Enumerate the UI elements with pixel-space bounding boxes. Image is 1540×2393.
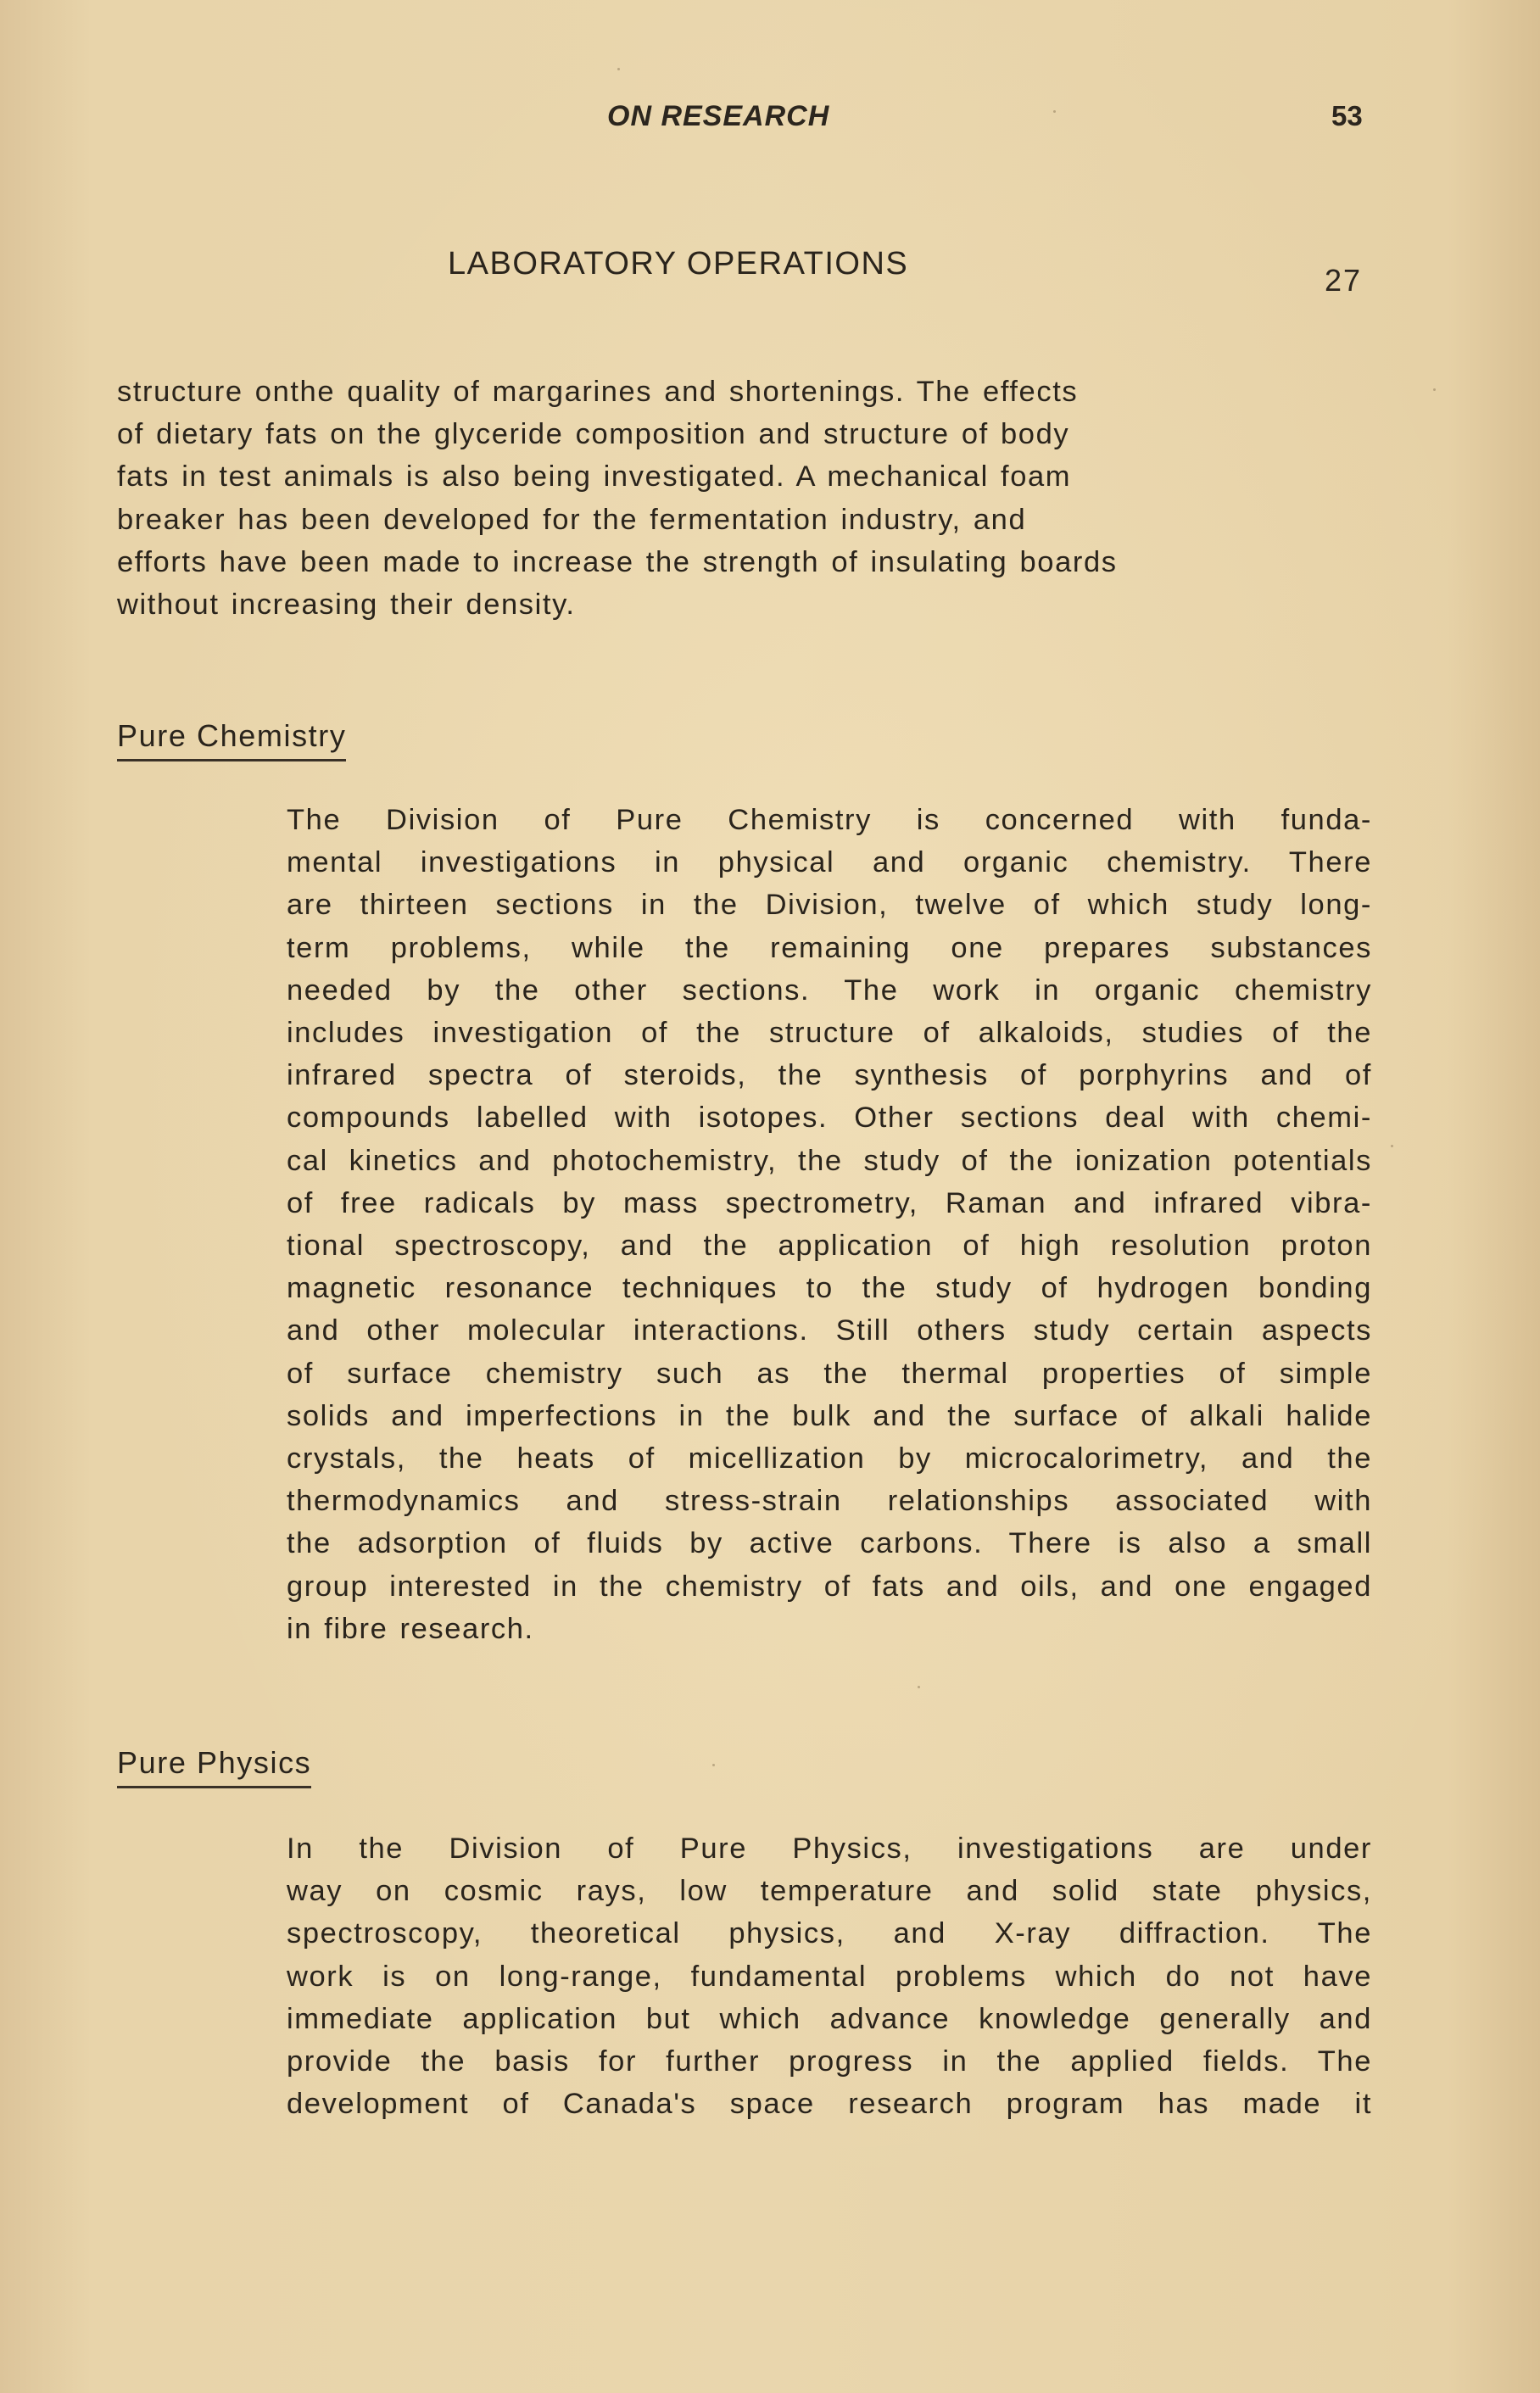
pure-physics-paragraph xyxy=(117,1827,1372,2125)
text-line: of surface chemistry such as the thermal properties of simple xyxy=(287,1357,1372,1390)
text-line: the adsorption of fluids by active carbons. There is also a small xyxy=(287,1527,1372,1560)
text-line: breaker has been developed for the fermentation industry, and xyxy=(117,503,1027,536)
text-line: needed by the other sections. The work in organic chemistry xyxy=(287,973,1372,1007)
text-line: cal kinetics and photochemistry, the study of the ionization potentials xyxy=(287,1144,1372,1177)
section-heading-pure-chemistry: Pure Chemistry xyxy=(117,718,346,761)
text-line: The Division of Pure Chemistry is concerned with funda- xyxy=(287,804,1372,836)
paper-speck xyxy=(918,1686,920,1688)
text-line: tional spectroscopy, and the application of high resolution proton xyxy=(287,1230,1372,1263)
text-line: thermodynamics and stress-strain relationships associated with xyxy=(287,1485,1372,1518)
paper-speck xyxy=(617,68,620,70)
secondary-page-number: 27 xyxy=(1325,263,1363,298)
chapter-title: LABORATORY OPERATIONS xyxy=(448,246,909,282)
text-line: without increasing their density. xyxy=(117,588,576,622)
text-line: group interested in the chemistry of fats and oils, and one engaged xyxy=(287,1570,1372,1603)
pure-chemistry-paragraph xyxy=(117,799,1372,1650)
intro-paragraph xyxy=(117,371,1372,626)
text-line: solids and imperfections in the bulk and the surface of alkali halide xyxy=(287,1399,1372,1432)
text-line: fats in test animals is also being investigated. A mechanical foam xyxy=(117,460,1072,494)
paper-speck xyxy=(1433,388,1436,391)
text-line: in fibre research. xyxy=(287,1612,534,1645)
running-title: ON RESEARCH xyxy=(607,100,830,132)
paper-speck xyxy=(712,1764,715,1766)
text-line: structure onthe quality of margarines and shortenings. The effects xyxy=(117,376,1079,408)
paper-speck xyxy=(1053,110,1056,113)
text-line: development of Canada's space research program has made it xyxy=(287,2088,1372,2121)
text-line: immediate application but which advance knowledge generally and xyxy=(287,2002,1372,2035)
text-line: of dietary fats on the glyceride composition and structure of body xyxy=(117,418,1070,451)
text-line: are thirteen sections in the Division, twelve of which study long- xyxy=(287,889,1372,922)
text-line: work is on long-range, fundamental problems which do not have xyxy=(287,1960,1372,1993)
text-line: In the Division of Pure Physics, investigations are under xyxy=(287,1832,1372,1865)
text-line: infrared spectra of steroids, the synthesis of porphyrins and of xyxy=(287,1059,1372,1092)
text-line: efforts have been made to increase the strength of insulating boards xyxy=(117,545,1118,578)
text-line: compounds labelled with isotopes. Other sections deal with chemi- xyxy=(287,1102,1372,1135)
text-line: term problems, while the remaining one prepares substances xyxy=(287,931,1372,964)
text-line: magnetic resonance techniques to the study of hydrogen bonding xyxy=(287,1272,1372,1305)
text-line: crystals, the heats of micellization by microcalorimetry, and the xyxy=(287,1442,1372,1475)
text-line: includes investigation of the structure of alkaloids, studies of the xyxy=(287,1017,1372,1050)
text-line: mental investigations in physical and organic chemistry. There xyxy=(287,846,1372,879)
text-line: spectroscopy, theoretical physics, and X-ray diffraction. The xyxy=(287,1917,1372,1950)
text-line: of free radicals by mass spectrometry, Raman and infrared vibra- xyxy=(287,1186,1372,1219)
paper-speck xyxy=(1391,1145,1393,1147)
text-line: and other molecular interactions. Still others study certain aspects xyxy=(287,1314,1372,1347)
text-line: way on cosmic rays, low temperature and solid state physics, xyxy=(287,1875,1372,1908)
section-heading-pure-physics: Pure Physics xyxy=(117,1745,311,1788)
text-line: provide the basis for further progress in the applied fields. The xyxy=(287,2045,1372,2078)
page-number: 53 xyxy=(1331,100,1363,131)
